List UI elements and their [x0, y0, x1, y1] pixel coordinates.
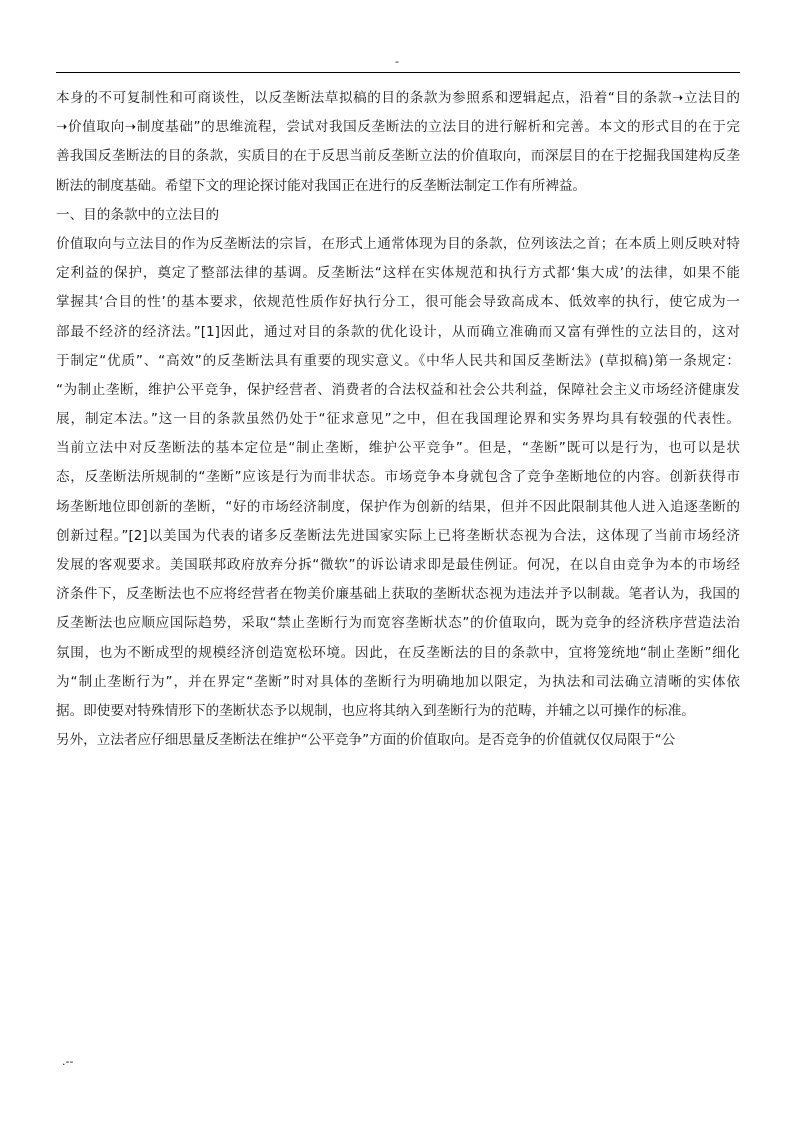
header-divider	[56, 72, 740, 73]
paragraph-line: 态，反垄断法所规制的“垄断”应该是行为而非状态。市场竞争本身就包含了竞争垄断地位的内容。创新获得市	[56, 469, 740, 486]
section-heading: 一、目的条款中的立法目的	[56, 206, 220, 223]
paragraph-line: 善我国反垄断法的目的条款，实质目的在于反思当前反垄断立法的价值取向，而深层目的在于挖掘我国建构反垄	[56, 148, 740, 165]
paragraph-line: 价值取向与立法目的作为反垄断法的宗旨，在形式上通常体现为目的条款，位列该法之首；在本质上则反映对特	[56, 235, 740, 252]
paragraph-line: 反垄断法也应顺应国际趋势，采取“禁止垄断行为而宽容垄断状态”的价值取向，既为竞争的经济秩序营造法治	[56, 615, 740, 632]
document-body	[56, 84, 746, 755]
paragraph-line: 展，制定本法。”这一目的条款虽然仍处于“征求意见”之中，但在我国理论界和实务界均具有较强的代表性。	[56, 411, 740, 428]
paragraph-line: 于制定“优质”、“高效”的反垄断法具有重要的现实意义。《中华人民共和国反垄断法》(草拟稿)第一条规定：	[56, 352, 740, 369]
paragraph-line: 场垄断地位即创新的垄断，“好的市场经济制度，保护作为创新的结果，但并不因此限制其他人进入追逐垄断的	[56, 498, 740, 515]
paragraph-line: 创新过程。”[2]以美国为代表的诸多反垄断法先进国家实际上已将垄断状态视为合法，这体现了当前市场经济	[56, 527, 740, 544]
paragraph-line: 本身的不可复制性和可商谈性，以反垄断法草拟稿的目的条款为参照系和逻辑起点，沿着“目的条款➝立法目的	[56, 90, 740, 106]
paragraph-line: 为“制止垄断行为”，并在界定“垄断”时对具体的垄断行为明确地加以限定，为执法和司法确立清晰的实体依	[56, 673, 740, 690]
page-footer-mark: .--	[62, 1055, 74, 1068]
page-header-mark: -	[395, 55, 399, 68]
paragraph-line: 发展的客观要求。美国联邦政府放弃分拆“微软”的诉讼请求即是最佳例证。何况，在以自由竞争为本的市场经	[56, 557, 740, 573]
paragraph-line: 据。即使要对特殊情形下的垄断状态予以规制，也应将其纳入到垄断行为的范畴，并辅之以可操作的标准。	[56, 702, 695, 719]
paragraph-line: 当前立法中对反垄断法的基本定位是“制止垄断，维护公平竞争”。但是，“垄断”既可以是行为，也可以是状	[56, 440, 740, 457]
paragraph-line: 另外，立法者应仔细思量反垄断法在维护“公平竞争”方面的价值取向。是否竞争的价值就仅仅局限于“公	[56, 732, 676, 749]
paragraph-line: “为制止垄断，维护公平竞争，保护经营者、消费者的合法权益和社会公共利益，保障社会主义市场经济健康发	[56, 381, 740, 398]
paragraph-line: ➝价值取向➝制度基础”的思维流程，尝试对我国反垄断法的立法目的进行解析和完善。本文的形式目的在于完	[56, 119, 740, 136]
paragraph-line: 氛围，也为不断成型的规模经济创造宽松环境。因此，在反垄断法的目的条款中，宜将笼统地“制止垄断”细化	[56, 644, 740, 661]
paragraph-line: 部最不经济的经济法。”[1]因此，通过对目的条款的优化设计，从而确立准确而又富有弹性的立法目的，这对	[56, 323, 740, 340]
paragraph-line: 定利益的保护，奠定了整部法律的基调。反垄断法“这样在实体规范和执行方式都‘集大成’的法律，如果不能	[56, 265, 740, 282]
paragraph-line: 断法的制度基础。希望下文的理论探讨能对我国正在进行的反垄断法制定工作有所裨益。	[56, 177, 587, 194]
paragraph-line: 掌握其‘合目的性’的基本要求，依规范性质作好执行分工，很可能会导致高成本、低效率的执行，使它成为一	[56, 294, 740, 311]
paragraph-line: 济条件下，反垄断法也不应将经营者在物美价廉基础上获取的垄断状态视为违法并予以制裁。笔者认为，我国的	[56, 586, 740, 603]
